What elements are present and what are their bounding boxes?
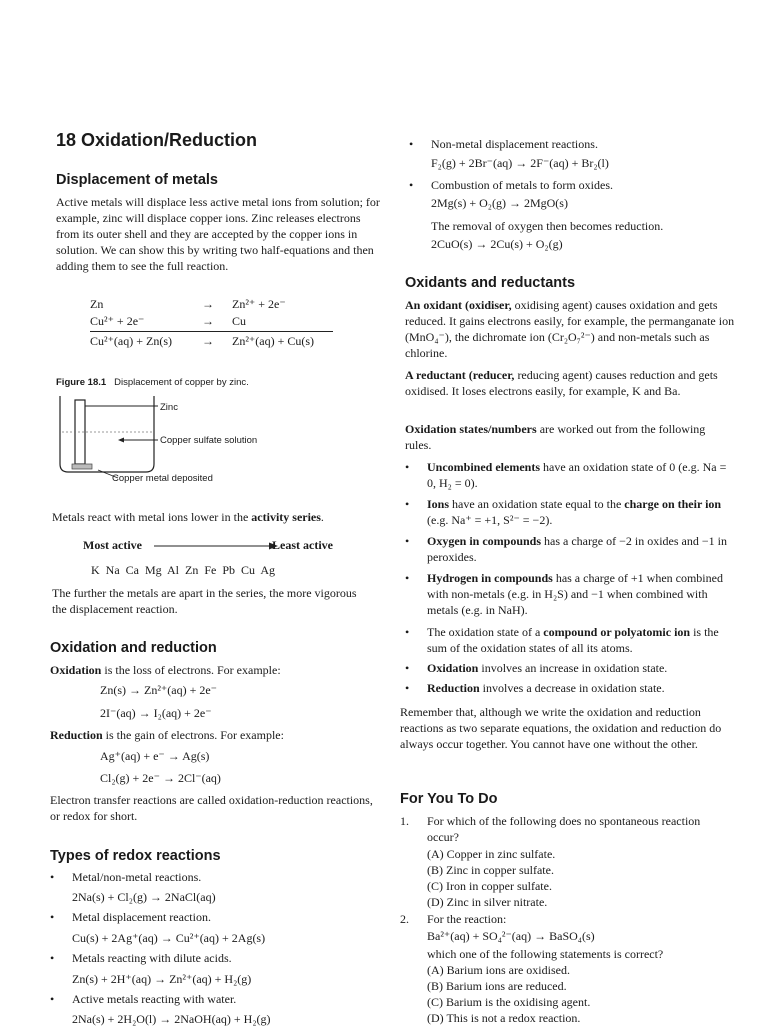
- table-row: [90, 297, 333, 314]
- rule-item: [427, 459, 727, 491]
- transfer-paragraph: Electron transfer reactions are called oxidation-reduction reactions, or redox for short.: [50, 793, 373, 823]
- rule-term: Uncombined elements: [427, 460, 540, 474]
- rule-term: Reduction: [427, 681, 480, 695]
- rule-item: [427, 496, 727, 528]
- list-item-eq: 2Na(s) + Cl₂(g) → 2NaCl(aq): [72, 890, 216, 904]
- oxidant-text: oxidising agent) causes oxidation and gets reduced. It gains electrons easily, for example, the permanganate ion (MnO₄⁻), the dichromate ion (Cr₂O₇²⁻) and non-metals such as chlorine.: [405, 298, 735, 360]
- list-item-eq: 2Mg(s) + O₂(g) → 2MgO(s): [431, 196, 568, 210]
- label-copper-sulfate: Copper sulfate solution: [160, 435, 258, 446]
- states-text: are worked out from the following rules.: [405, 422, 706, 452]
- table-cell: →: [202, 334, 214, 348]
- oxidation-definition: [50, 662, 281, 678]
- reduction-text: is the gain of electrons. For example:: [102, 728, 284, 742]
- oxidation-text: is the loss of electrons. For example:: [101, 663, 281, 677]
- table-cell: →: [202, 297, 214, 311]
- table-cell: →: [202, 314, 214, 328]
- table-cell: Cu: [232, 314, 247, 328]
- oxidant-paragraph: [405, 297, 735, 361]
- rule-item: [427, 660, 667, 676]
- reductant-term: A reductant (reducer,: [405, 368, 515, 382]
- todo-heading: For You To Do: [400, 791, 498, 807]
- arrow-right-icon: [154, 540, 279, 552]
- oxred-heading: Oxidation and reduction: [50, 640, 217, 656]
- answer-option[interactable]: (A) Copper in zinc sulfate.: [427, 847, 556, 861]
- question-number: 2.: [400, 912, 409, 926]
- activity-series: K Na Ca Mg Al Zn Fe Pb Cu Ag: [91, 563, 276, 577]
- oxidation-eq-2: 2I⁻(aq) → I₂(aq) + 2e⁻: [100, 706, 212, 720]
- rule-term: Oxygen in compounds: [427, 534, 542, 548]
- reductant-paragraph: [405, 367, 735, 399]
- rule-text: is the sum of the oxidation states of all its atoms.: [427, 625, 719, 655]
- list-item: • Metals reacting with dilute acids.: [72, 950, 232, 966]
- most-active-label: Most active: [83, 538, 142, 552]
- copper-deposit: [72, 464, 92, 469]
- reduction-eq-1: Ag⁺(aq) + e⁻ → Ag(s): [100, 749, 210, 763]
- activity-sentence: [52, 509, 324, 525]
- rule-text: has a charge of +1 when combined with non-metals (e.g. in H₂S) and −1 when combined with metals (e.g. in NaH).: [427, 571, 723, 617]
- rule-term: compound or polyatomic ion: [543, 625, 691, 639]
- remember-paragraph: Remember that, although we write the oxidation and reduction reactions as two separate equations, the oxidation and reduction do always occur together. You cannot have one without the other.: [400, 705, 722, 751]
- rule-item: [427, 624, 727, 656]
- rule-item: [427, 570, 727, 618]
- list-item-eq: 2Na(s) + 2H₂O(l) → 2NaOH(aq) + H₂(g): [72, 1012, 271, 1026]
- figure-caption-text: Displacement of copper by zinc.: [114, 377, 249, 388]
- list-item-eq: Cu(s) + 2Ag⁺(aq) → Cu²⁺(aq) + 2Ag(s): [72, 931, 266, 945]
- list-item-eq: Zn(s) + 2H⁺(aq) → Zn²⁺(aq) + H₂(g): [72, 972, 252, 986]
- rule-text: (e.g. Na⁺ = +1, S²⁻ = −2).: [427, 513, 553, 527]
- answer-option[interactable]: (C) Iron in copper sulfate.: [427, 879, 552, 893]
- question-number: 1.: [400, 814, 409, 828]
- oxidants-heading: Oxidants and reductants: [405, 275, 576, 291]
- rule-text: The oxidation state of a: [427, 625, 544, 639]
- displacement-paragraph: Active metals will displace less active metal ions from solution; for example, zinc will displace copper ions. Zinc releases electrons from its outer shell and they are accepted by the copper ions in solution. We can show this by writing two half-equations and then adding them to see the full reaction.: [56, 195, 380, 273]
- table-cell: Zn: [90, 297, 104, 311]
- answer-option[interactable]: (B) Barium ions are reduced.: [427, 979, 567, 993]
- activity-sentence-pre: Metals react with metal ions lower in the: [52, 510, 252, 524]
- rule-text: have an oxidation state of 0 (e.g. Na = 0, H₂ = 0).: [427, 460, 727, 490]
- table-cell: Zn²⁺ + 2e⁻: [232, 297, 286, 311]
- answer-option[interactable]: (D) This is not a redox reaction.: [427, 1011, 581, 1025]
- list-item-eq: F₂(g) + 2Br⁻(aq) → 2F⁻(aq) + Br₂(l): [431, 156, 609, 170]
- reductant-text: reducing agent) causes reduction and gets oxidised. It loses electrons easily, for example, K and Ba.: [405, 368, 718, 398]
- further-paragraph: The further the metals are apart in the series, the more vigorous the displacement reaction.: [52, 586, 357, 616]
- answer-option[interactable]: (C) Barium is the oxidising agent.: [427, 995, 591, 1009]
- rule-term: Oxidation: [427, 661, 479, 675]
- rule-text: has a charge of −2 in oxides and −1 in peroxides.: [427, 534, 727, 564]
- label-copper-deposit: Copper metal deposited: [112, 473, 213, 484]
- question-text: which one of the following statements is correct?: [427, 947, 664, 961]
- rule-text: involves a decrease in oxidation state.: [479, 681, 665, 695]
- table-row: [90, 332, 333, 352]
- list-item: • Active metals reacting with water.: [72, 991, 236, 1007]
- answer-option[interactable]: (A) Barium ions are oxidised.: [427, 963, 570, 977]
- oxidation-eq-1: Zn(s) → Zn²⁺(aq) + 2e⁻: [100, 683, 217, 697]
- table-row: [90, 314, 333, 332]
- label-zinc: Zinc: [160, 402, 178, 413]
- table-cell: Cu²⁺(aq) + Zn(s): [90, 334, 173, 348]
- list-item: • Metal/non-metal reactions.: [72, 869, 201, 885]
- states-term: Oxidation states/numbers: [405, 422, 537, 436]
- rule-text: have an oxidation state equal to the: [449, 497, 625, 511]
- least-active-label: Least active: [272, 538, 333, 552]
- question-eq: Ba²⁺(aq) + SO₄²⁻(aq) → BaSO₄(s): [427, 929, 595, 943]
- reduction-definition: [50, 727, 284, 743]
- list-item: • Combustion of metals to form oxides.: [431, 177, 613, 193]
- reduction-eq-2: Cl₂(g) + 2e⁻ → 2Cl⁻(aq): [100, 771, 221, 785]
- figure-caption: [56, 377, 249, 388]
- activity-series-term: activity series: [251, 510, 321, 524]
- table-cell: Cu²⁺ + 2e⁻: [90, 314, 145, 328]
- rule-term: Ions: [427, 497, 450, 511]
- oxidation-term: Oxidation: [50, 663, 102, 677]
- rule-term: Hydrogen in compounds: [427, 571, 553, 585]
- question-text: For which of the following does no spontaneous reaction occur?: [427, 814, 701, 844]
- displacement-heading: Displacement of metals: [56, 172, 218, 188]
- states-paragraph: [405, 421, 730, 453]
- rule-text: involves an increase in oxidation state.: [478, 661, 668, 675]
- removal-eq: 2CuO(s) → 2Cu(s) + O₂(g): [431, 237, 563, 251]
- half-equation-table: [90, 297, 333, 351]
- figure-number: Figure 18.1: [56, 377, 107, 388]
- rule-term: charge on their ion: [624, 497, 722, 511]
- types-heading: Types of redox reactions: [50, 848, 221, 864]
- removal-text: The removal of oxygen then becomes reduction.: [431, 219, 664, 233]
- answer-option[interactable]: (B) Zinc in copper sulfate.: [427, 863, 554, 877]
- question-text: For the reaction:: [427, 912, 507, 926]
- rule-item: [427, 533, 727, 565]
- rule-item: [427, 680, 665, 696]
- activity-sentence-post: .: [320, 510, 324, 524]
- table-cell: Zn²⁺(aq) + Cu(s): [232, 334, 315, 348]
- chapter-title: 18 Oxidation/Reduction: [56, 130, 258, 150]
- answer-option[interactable]: (D) Zinc in silver nitrate.: [427, 895, 548, 909]
- list-item: • Non-metal displacement reactions.: [431, 136, 598, 152]
- oxidant-term: An oxidant (oxidiser,: [405, 298, 512, 312]
- reduction-term: Reduction: [50, 728, 103, 742]
- list-item: • Metal displacement reaction.: [72, 909, 211, 925]
